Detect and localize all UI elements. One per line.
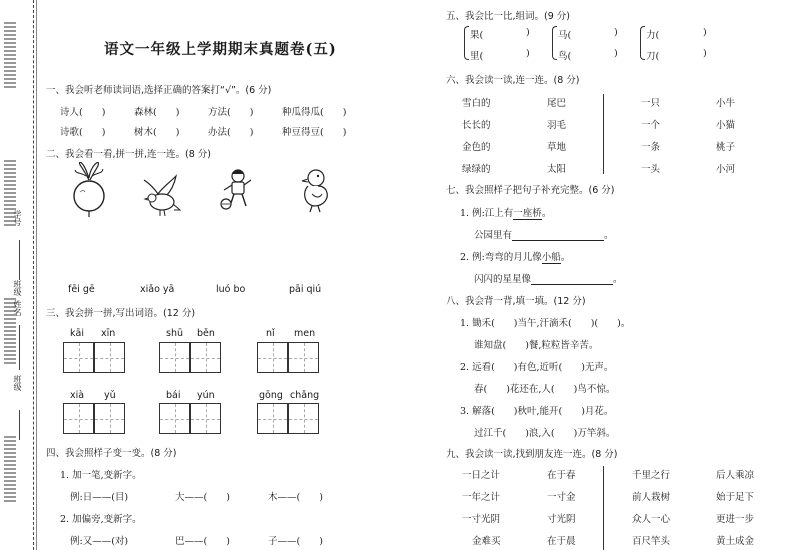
q9-a-3: 一寸光阴 (462, 514, 501, 525)
q6-ra-1: 一只 (641, 98, 661, 109)
paren-close: ) (614, 27, 618, 38)
q5-g2-b: 鸟( (558, 51, 572, 62)
q6-heading: 六、我会读一读,连一连。(8 分) (446, 75, 580, 86)
writing-box[interactable] (288, 342, 319, 373)
q6-lb-3: 草地 (547, 142, 567, 153)
student-id-line (19, 240, 20, 280)
q4-sub2: 2. 加偏旁,变新字。 (60, 514, 142, 525)
q7-s1-end: 。 (541, 208, 552, 219)
q9-c-4: 百尺竿头 (632, 536, 671, 547)
brace (552, 26, 557, 60)
q9-a-4: 金难买 (472, 536, 501, 547)
q4-sub1: 1. 加一笔,变新字。 (60, 470, 142, 481)
q3-py-2a: shū (166, 328, 183, 339)
cut-line (33, 0, 34, 550)
q6-lb-1: 尾巴 (547, 98, 567, 109)
duckling-icon (296, 168, 332, 214)
q6-lb-4: 太阳 (547, 164, 567, 175)
brace (464, 26, 469, 60)
q4-ex1-item1: 大——( ) (175, 492, 230, 503)
q1-r1-c3: 方法( ) (208, 107, 254, 118)
q4-ex2-item1: 巴——( ) (175, 536, 230, 547)
q2-pinyin-2: xiǎo yā (140, 284, 175, 295)
period: 。 (604, 230, 614, 241)
q2-pinyin-4: pāi qiú (289, 284, 322, 295)
q9-b-2: 一寸金 (547, 492, 576, 503)
q1-r2-c4: 种豆得豆( ) (282, 127, 347, 138)
q9-c-3: 众人一心 (632, 514, 671, 525)
q9-d-3: 更进一步 (716, 514, 755, 525)
margin-border (36, 0, 37, 550)
class-line (19, 410, 20, 440)
brace (640, 26, 645, 60)
q9-d-4: 黄土成金 (716, 536, 755, 547)
paren-close: ) (614, 48, 618, 59)
q6-la-4: 绿绿的 (462, 164, 491, 175)
q1-r1-c1: 诗人( ) (60, 107, 106, 118)
q1-heading: 一、我会听老师读词语,选择正确的答案打“√”。(6 分) (46, 85, 272, 96)
boy-ball-icon (218, 168, 260, 212)
q6-la-2: 长长的 (462, 120, 491, 131)
q1-r1-c4: 种瓜得瓜( ) (282, 107, 347, 118)
q6-rb-1: 小牛 (716, 98, 736, 109)
q6-lb-2: 羽毛 (547, 120, 567, 131)
q8-line3: 2. 远看( )有色,近听( )无声。 (460, 362, 614, 373)
q3-heading: 三、我会拼一拼,写出词语。(12 分) (46, 308, 196, 319)
writing-box[interactable] (94, 403, 125, 434)
q9-a-1: 一日之计 (462, 470, 501, 481)
q1-r2-c2: 树木( ) (134, 127, 180, 138)
page-title: 语文一年级上学期期末真题卷(五) (104, 41, 337, 58)
q6-la-3: 金色的 (462, 142, 491, 153)
q2-heading: 二、我会看一看,拼一拼,连一连。(8 分) (46, 149, 212, 160)
column-divider (603, 466, 604, 550)
q8-line5: 3. 解落( )秋叶,能开( )月花。 (460, 406, 614, 417)
q3-py-6b: chǎng (290, 390, 320, 401)
q7-s2-end: 。 (560, 252, 571, 263)
q8-line1: 1. 锄禾( )当午,汗滴禾( )( )。 (460, 318, 631, 329)
q3-py-5b: yún (197, 390, 215, 401)
writing-box[interactable] (159, 342, 190, 373)
writing-box[interactable] (63, 403, 94, 434)
q3-py-1a: kāi (70, 328, 84, 339)
q7-s2 (460, 249, 570, 263)
radish-icon (70, 162, 108, 218)
writing-box[interactable] (159, 403, 190, 434)
q1-r1-c2: 森林( ) (134, 107, 180, 118)
writing-box[interactable] (257, 342, 288, 373)
q7-s2-text: 2. 例:弯弯的月儿像 (460, 252, 542, 263)
q3-py-5a: bái (166, 390, 181, 401)
q8-heading: 八、我会背一背,填一填。(12 分) (446, 296, 586, 307)
q6-rb-3: 桃子 (716, 142, 736, 153)
q4-heading: 四、我会照样子变一变。(8 分) (46, 448, 177, 459)
q5-heading: 五、我会比一比,组词。(9 分) (446, 11, 570, 22)
q5-g3-a: 力( (646, 30, 660, 41)
writing-box[interactable] (190, 342, 221, 373)
q9-c-1: 千里之行 (632, 470, 671, 481)
q8-line6: 过江千( )浪,入( )万竿斜。 (474, 428, 616, 439)
fill-blank[interactable] (512, 231, 604, 241)
binding-margin (0, 0, 42, 550)
q6-rb-4: 小河 (716, 164, 736, 175)
q4-ex2-example: 例:又——(对) (70, 536, 129, 547)
q3-py-3b: men (294, 328, 316, 339)
q1-r2-c3: 办法( ) (208, 127, 254, 138)
q6-ra-4: 一头 (641, 164, 661, 175)
q3-py-2b: běn (197, 328, 215, 339)
margin-label-class: 班级 (13, 280, 22, 296)
writing-box[interactable] (288, 403, 319, 434)
q9-b-4: 在于晨 (547, 536, 576, 547)
q3-py-1b: xīn (101, 328, 116, 339)
q4-ex2-item2: 子——( ) (268, 536, 323, 547)
q7-s2-example: 小船 (541, 252, 561, 263)
q6-ra-3: 一条 (641, 142, 661, 153)
q3-py-3a: nǐ (266, 328, 275, 339)
q8-line2: 谁知盘( )餐,粒粒皆辛苦。 (474, 340, 599, 351)
column-divider (603, 94, 604, 174)
q9-b-3: 寸光阴 (547, 514, 576, 525)
q6-rb-2: 小猫 (716, 120, 736, 131)
q5-g3-b: 刀( (646, 51, 660, 62)
q7-heading: 七、我会照样子把句子补充完整。(6 分) (446, 185, 615, 196)
pigeon-icon (140, 174, 182, 218)
name-line (19, 325, 20, 370)
q5-g1-a: 果( (470, 30, 484, 41)
paren-close: ) (703, 48, 707, 59)
q1-r2-c1: 诗歌( ) (60, 127, 106, 138)
q4-ex1-item2: 木——( ) (268, 492, 323, 503)
q7-s2-fill (474, 271, 623, 285)
paren-close: ) (526, 27, 530, 38)
margin-label-name: 姓名 (13, 300, 22, 316)
q8-line4: 春( )花还在,人( )鸟不惊。 (474, 384, 616, 395)
period: 。 (613, 274, 623, 285)
q9-heading: 九、我会读一读,找到朋友连一连。(8 分) (446, 449, 618, 460)
q6-ra-2: 一个 (641, 120, 661, 131)
paren-close: ) (703, 27, 707, 38)
q6-la-1: 雪白的 (462, 98, 491, 109)
writing-box[interactable] (63, 342, 94, 373)
q7-s1-fill-text: 公园里有 (474, 230, 513, 241)
q3-py-6a: gōng (259, 390, 283, 401)
margin-stripe (4, 434, 16, 502)
writing-box[interactable] (94, 342, 125, 373)
q9-b-1: 在于春 (547, 470, 576, 481)
writing-box[interactable] (190, 403, 221, 434)
q7-s1-text: 1. 例:江上有 (460, 208, 514, 219)
q9-a-2: 一年之计 (462, 492, 501, 503)
q7-s2-fill-text: 闪闪的星星像 (474, 274, 532, 285)
q9-c-2: 前人栽树 (632, 492, 671, 503)
margin-label-class-2: 班级 (13, 375, 22, 391)
q2-pinyin-1: fēi gē (68, 284, 95, 295)
q7-s1-example: 一座桥 (513, 208, 542, 219)
q5-g2-a: 马( (558, 30, 572, 41)
q2-pinyin-3: luó bo (216, 284, 246, 295)
q3-py-4a: xià (70, 390, 85, 401)
paren-close: ) (526, 48, 530, 59)
q9-d-2: 始于足下 (716, 492, 755, 503)
q3-py-4b: yǔ (104, 390, 116, 401)
fill-blank[interactable] (531, 275, 613, 285)
margin-label-student-id: 学号 (13, 210, 22, 226)
q7-s1 (460, 205, 551, 219)
q7-s1-fill (474, 227, 614, 241)
margin-stripe (4, 20, 16, 88)
writing-box[interactable] (257, 403, 288, 434)
q9-d-1: 后人乘凉 (716, 470, 755, 481)
q5-g1-b: 里( (470, 51, 484, 62)
q4-ex1-example: 例:日——(目) (70, 492, 129, 503)
